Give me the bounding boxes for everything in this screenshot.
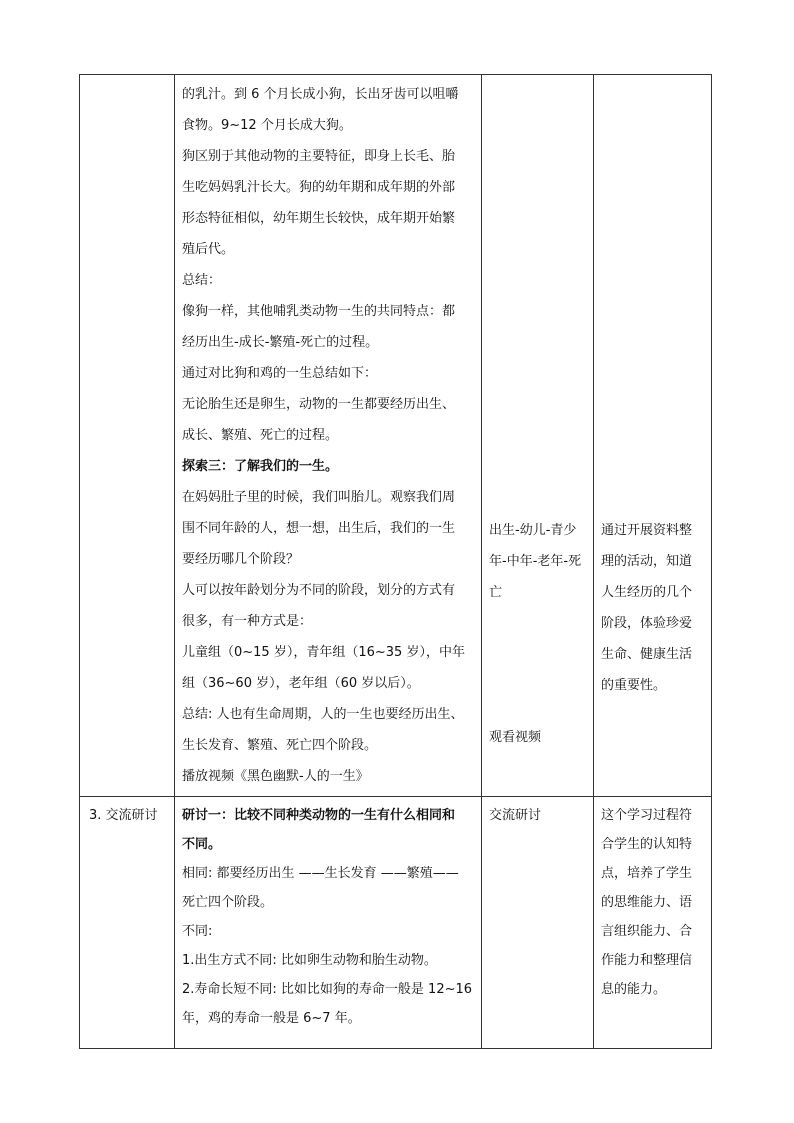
text-line: 播放视频《黑色幽默-人的一生》 — [182, 769, 369, 784]
teaching-content-cell — [175, 797, 482, 1049]
text-line: 探索三：了解我们的一生。 — [182, 459, 339, 474]
table-row — [80, 75, 712, 797]
text-line: 死亡四个阶段。 — [182, 895, 274, 910]
text-line: 殖后代。 — [182, 242, 235, 257]
text-line: 经历出生-成长-繁殖-死亡的过程。 — [182, 335, 379, 350]
text-line: 通过开展资料整 — [601, 523, 693, 538]
text-line: 这个学习过程符 — [601, 808, 693, 823]
text-line: 组（36~60 岁），老年组（60 岁以后）。 — [182, 676, 420, 691]
text-line: 狗区别于其他动物的主要特征，即身上长毛、胎 — [182, 149, 456, 164]
text-line: 阶段，体验珍爱 — [601, 616, 693, 631]
step-cell — [80, 75, 175, 797]
text-line: 亡 — [489, 585, 503, 600]
text-line: 的乳汁。到 6 个月长成小狗，长出牙齿可以咀嚼 — [182, 87, 459, 102]
student-activity-cell — [482, 75, 594, 797]
text-line: 人可以按年龄划分为不同的阶段，划分的方式有 — [182, 583, 456, 598]
text-line: 通过对比狗和鸡的一生总结如下： — [182, 366, 378, 381]
text-line: 1.出生方式不同: 比如卵生动物和胎生动物。 — [182, 953, 437, 968]
student-video-text: 观看视频 — [489, 730, 542, 745]
text-line: 研讨一：比较不同种类动物的一生有什么相同和 — [182, 808, 456, 823]
text-line: 作能力和整理信 — [601, 953, 693, 968]
lesson-plan-table — [79, 74, 712, 1049]
text-line: 总结: 人也有生命周期，人的一生也要经历出生、 — [182, 707, 464, 722]
text-line: 要经历哪几个阶段？ — [182, 552, 300, 567]
text-line: 的思维能力、语 — [601, 895, 693, 910]
text-line: 出生-幼儿-青少 — [489, 523, 577, 538]
text-line: 息的能力。 — [601, 982, 667, 997]
text-line: 不同。 — [182, 837, 222, 852]
text-line: 生吃妈妈乳汁长大。狗的幼年期和成年期的外部 — [182, 180, 456, 195]
text-line: 食物。9~12 个月长成大狗。 — [182, 118, 352, 133]
student-activity-cell — [482, 797, 594, 1049]
design-intent-cell — [594, 797, 712, 1049]
text-line: 2.寿命长短不同: 比如比如狗的寿命一般是 12~16 — [182, 982, 473, 997]
text-line: 总结： — [182, 273, 222, 288]
text-line: 年，鸡的寿命一般是 6~7 年。 — [182, 1011, 361, 1026]
text-line: 无论胎生还是卵生，动物的一生都要经历出生、 — [182, 397, 456, 412]
text-line: 人生经历的几个 — [601, 585, 693, 600]
step-label: 3. 交流研讨 — [89, 808, 158, 823]
text-line: 生命、健康生活 — [601, 647, 693, 662]
text-line: 生长发育、繁殖、死亡四个阶段。 — [182, 738, 378, 753]
text-line: 形态特征相似，幼年期生长较快，成年期开始繁 — [182, 211, 456, 226]
text-line: 围不同年龄的人，想一想，出生后，我们的一生 — [182, 521, 456, 536]
text-line: 言组织能力、合 — [601, 924, 693, 939]
text-line: 理的活动，知道 — [601, 554, 693, 569]
text-line: 像狗一样，其他哺乳类动物一生的共同特点：都 — [182, 304, 456, 319]
text-line: 儿童组（0~15 岁），青年组（16~35 岁），中年 — [182, 645, 465, 660]
text-line: 合学生的认知特 — [601, 837, 693, 852]
text-line: 不同: — [182, 924, 213, 939]
text-line: 的重要性。 — [601, 678, 667, 693]
text-line: 年-中年-老年-死 — [489, 554, 582, 569]
table-row — [80, 797, 712, 1049]
text-line: 成长、繁殖、死亡的过程。 — [182, 428, 339, 443]
step-cell — [80, 797, 175, 1049]
text-line: 很多，有一种方式是： — [182, 614, 313, 629]
text-line: 交流研讨 — [489, 808, 542, 823]
text-line: 点，培养了学生 — [601, 866, 693, 881]
teaching-content-cell — [175, 75, 482, 797]
text-line: 在妈妈肚子里的时候，我们叫胎儿。观察我们周 — [182, 490, 456, 505]
design-intent-cell — [594, 75, 712, 797]
text-line: 相同: 都要经历出生 ——生长发育 ——繁殖—— — [182, 866, 459, 881]
